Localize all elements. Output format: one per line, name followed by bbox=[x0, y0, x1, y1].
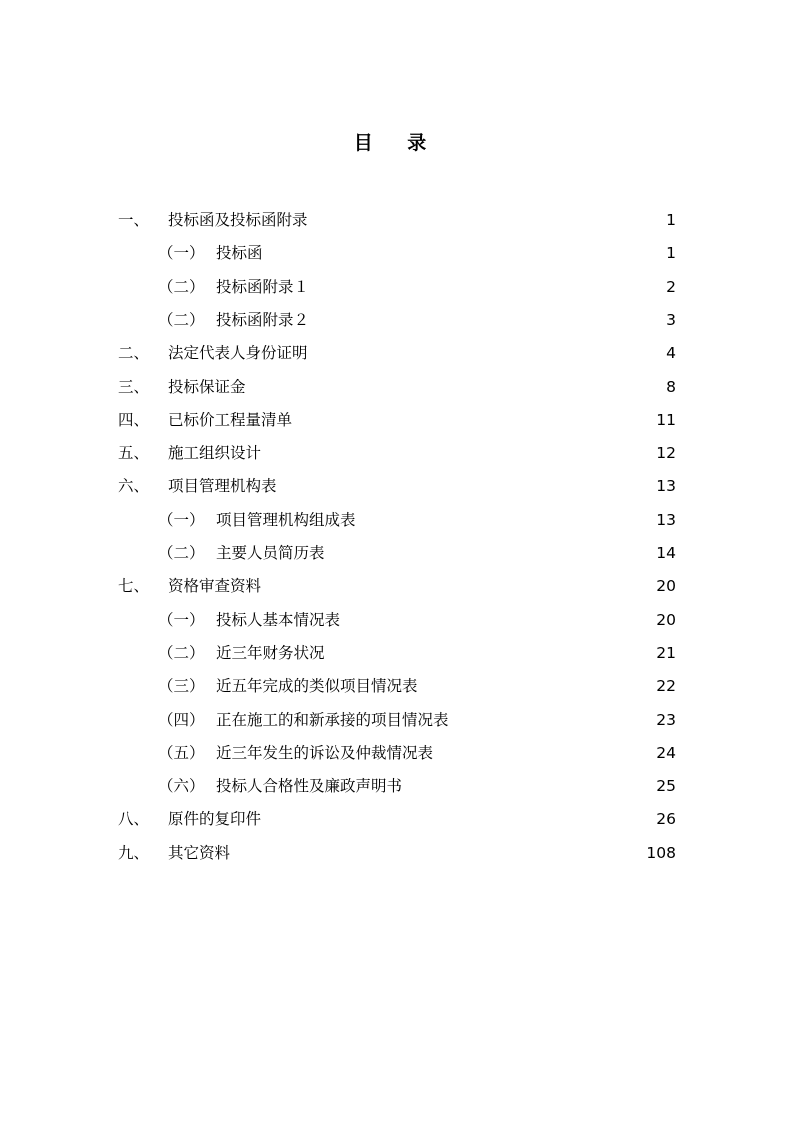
toc-entry-page-number: 13 bbox=[656, 477, 676, 496]
toc-dot-leader bbox=[281, 478, 653, 498]
toc-entry[interactable] bbox=[118, 441, 676, 465]
toc-entry[interactable] bbox=[118, 275, 676, 299]
toc-entry-page-number: 21 bbox=[656, 643, 676, 662]
toc-entry-page-number: 20 bbox=[656, 610, 676, 629]
toc-entry-page-number: 1 bbox=[666, 244, 676, 263]
toc-entry-number: （五） bbox=[158, 743, 205, 762]
toc-entry[interactable] bbox=[118, 608, 676, 632]
toc-entry[interactable] bbox=[118, 674, 676, 698]
toc-entry[interactable] bbox=[118, 708, 676, 732]
toc-entry-number: 六、 bbox=[118, 477, 150, 496]
toc-entry[interactable] bbox=[118, 474, 676, 498]
toc-entry-page-number: 8 bbox=[666, 377, 676, 396]
toc-entry-title: 正在施工的和新承接的项目情况表 bbox=[216, 710, 449, 729]
toc-entry-page-number: 20 bbox=[656, 577, 676, 596]
toc-entry[interactable] bbox=[118, 774, 676, 798]
toc-dot-leader bbox=[313, 279, 658, 299]
toc-entry[interactable] bbox=[118, 807, 676, 831]
toc-entry-number: 四、 bbox=[118, 410, 150, 429]
toc-entry-page-number: 3 bbox=[666, 310, 676, 329]
toc-entry-number: （一） bbox=[158, 510, 205, 529]
toc-dot-leader bbox=[267, 245, 658, 265]
toc-dot-leader bbox=[265, 578, 652, 598]
toc-entry-number: （二） bbox=[158, 277, 205, 296]
toc-entry-title: 近三年发生的诉讼及仲裁情况表 bbox=[216, 743, 434, 762]
toc-entry-title: 已标价工程量清单 bbox=[168, 410, 293, 429]
toc-dot-leader bbox=[453, 712, 653, 732]
toc-entry-title: 投标函 bbox=[216, 244, 263, 263]
toc-entry-title: 资格审查资料 bbox=[168, 577, 262, 596]
toc-entry-number: （二） bbox=[158, 643, 205, 662]
toc-dot-leader bbox=[312, 212, 658, 232]
toc-dot-leader bbox=[313, 312, 658, 332]
toc-entry[interactable] bbox=[118, 741, 676, 765]
toc-dot-leader bbox=[296, 412, 652, 432]
toc-entry-page-number: 24 bbox=[656, 743, 676, 762]
toc-dot-leader bbox=[437, 745, 652, 765]
toc-entry[interactable] bbox=[118, 574, 676, 598]
toc-entry[interactable] bbox=[118, 541, 676, 565]
toc-dot-leader bbox=[344, 612, 652, 632]
toc-entry-title: 项目管理机构表 bbox=[168, 477, 277, 496]
toc-entry[interactable] bbox=[118, 408, 676, 432]
toc-dot-leader bbox=[406, 778, 652, 798]
toc-entry-page-number: 13 bbox=[656, 510, 676, 529]
toc-entry-page-number: 25 bbox=[656, 777, 676, 796]
toc-entry-title: 项目管理机构组成表 bbox=[216, 510, 356, 529]
toc-entry-title: 施工组织设计 bbox=[168, 444, 262, 463]
toc-dot-leader bbox=[312, 345, 658, 365]
toc-entry-number: 九、 bbox=[118, 843, 150, 862]
toc-dot-leader bbox=[265, 811, 652, 831]
toc-entry-number: （六） bbox=[158, 777, 205, 796]
toc-entry-title: 法定代表人身份证明 bbox=[168, 344, 308, 363]
toc-entry-number: 二、 bbox=[118, 344, 150, 363]
toc-entry-number: （一） bbox=[158, 244, 205, 263]
toc-entry-title: 投标函附录２ bbox=[216, 310, 310, 329]
toc-entry-page-number: 22 bbox=[656, 677, 676, 696]
toc-entry-page-number: 4 bbox=[666, 344, 676, 363]
toc-entry[interactable] bbox=[118, 308, 676, 332]
toc-entry-number: 八、 bbox=[118, 810, 150, 829]
toc-entry-number: （一） bbox=[158, 610, 205, 629]
toc-entry-page-number: 11 bbox=[656, 410, 676, 429]
toc-dot-leader bbox=[250, 379, 658, 399]
toc-entry-title: 其它资料 bbox=[168, 843, 231, 862]
toc-dot-leader bbox=[329, 645, 653, 665]
toc-entry-number: （三） bbox=[158, 677, 205, 696]
toc-dot-leader bbox=[360, 512, 653, 532]
toc-entry-number: （二） bbox=[158, 310, 205, 329]
toc-entry[interactable] bbox=[118, 375, 676, 399]
toc-entry-title: 近五年完成的类似项目情况表 bbox=[216, 677, 418, 696]
toc-entry-title: 投标人合格性及廉政声明书 bbox=[216, 777, 403, 796]
toc-entry[interactable] bbox=[118, 641, 676, 665]
toc-dot-leader bbox=[329, 545, 653, 565]
toc-entry-title: 近三年财务状况 bbox=[216, 643, 325, 662]
toc-dot-leader bbox=[265, 445, 652, 465]
toc-entry-number: 七、 bbox=[118, 577, 150, 596]
toc-entry-title: 原件的复印件 bbox=[168, 810, 262, 829]
toc-entry-number: （二） bbox=[158, 544, 205, 562]
toc-dot-leader bbox=[422, 678, 653, 698]
toc-entry-title: 投标函及投标函附录 bbox=[168, 211, 308, 229]
toc-entry-title: 投标函附录１ bbox=[216, 277, 310, 296]
toc-entry-title: 投标人基本情况表 bbox=[216, 610, 341, 629]
toc-entry[interactable] bbox=[118, 341, 676, 365]
toc-entry[interactable] bbox=[118, 208, 676, 232]
toc-dot-leader bbox=[234, 845, 642, 865]
toc-entry-title: 投标保证金 bbox=[168, 377, 246, 396]
toc-title: 目 录 bbox=[353, 132, 441, 154]
toc-entry-number: 三、 bbox=[118, 377, 150, 396]
toc-entry-number: 五、 bbox=[118, 444, 150, 463]
toc-entry[interactable] bbox=[118, 841, 676, 865]
toc-entry-page-number: 1 bbox=[666, 211, 676, 229]
toc-entry[interactable] bbox=[118, 241, 676, 265]
toc-entry-number: 一、 bbox=[118, 211, 150, 229]
toc-entry[interactable] bbox=[118, 508, 676, 532]
toc-entry-page-number: 14 bbox=[656, 544, 676, 562]
toc-entry-page-number: 108 bbox=[646, 843, 676, 862]
toc-entry-number: （四） bbox=[158, 710, 205, 729]
toc-entry-page-number: 26 bbox=[656, 810, 676, 829]
toc-entry-title: 主要人员简历表 bbox=[216, 544, 325, 562]
toc-entry-page-number: 23 bbox=[656, 710, 676, 729]
toc-entry-page-number: 2 bbox=[666, 277, 676, 296]
toc-entry-page-number: 12 bbox=[656, 444, 676, 463]
